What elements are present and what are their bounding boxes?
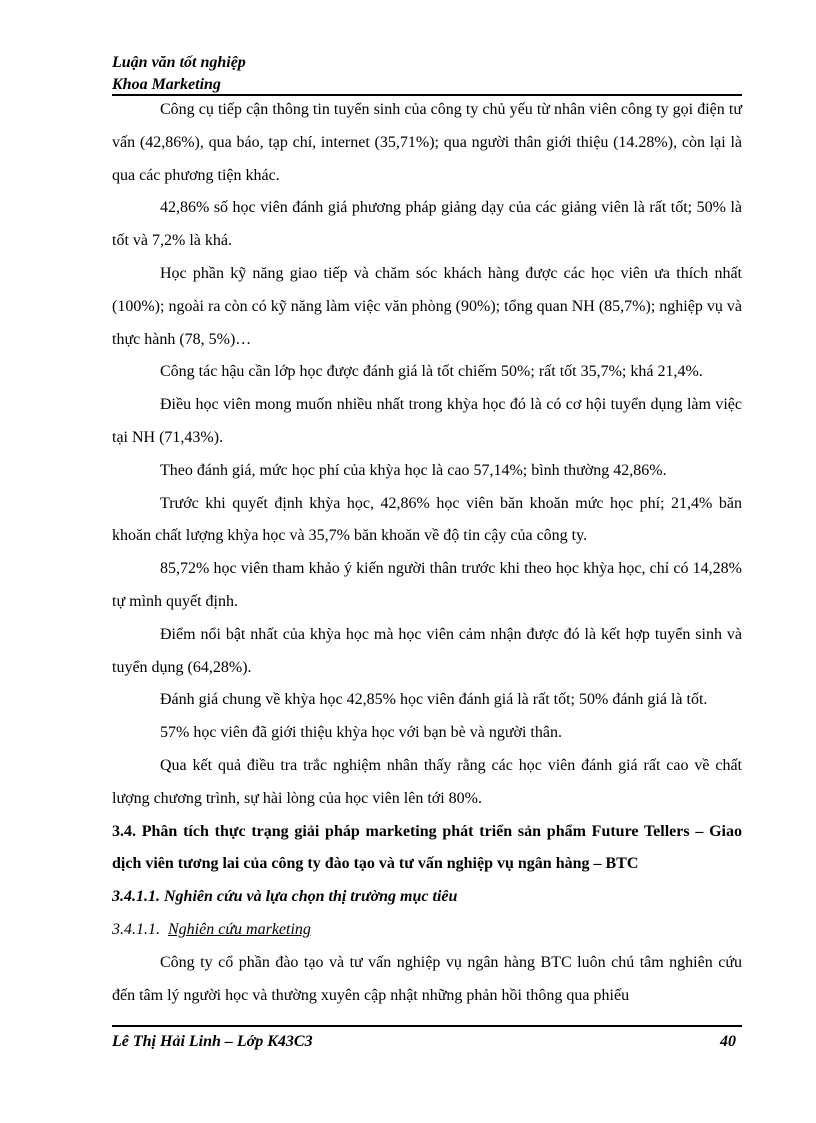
paragraph-company-research: Công ty cổ phần đào tạo và tư vấn nghiệp vụ ngân hàng BTC luôn chú tâm nghiên cứu đến tâm lý người học và thường xuyên cập nhật những phản hồi thông qua phiếu bbox=[112, 953, 742, 1004]
paragraph-logistics: Công tác hậu cần lớp học được đánh giá là tốt chiếm 50%; rất tốt 35,7%; khá 21,4%. bbox=[160, 363, 703, 381]
paragraph-tuition: Theo đánh giá, mức học phí của khỳa học là cao 57,14%; bình thường 42,86%. bbox=[160, 461, 667, 479]
subsubsection-heading bbox=[112, 914, 742, 947]
author-class-label: Lê Thị Hải Linh – Lớp K43C3 bbox=[112, 1033, 313, 1050]
footer-divider bbox=[112, 1025, 742, 1027]
paragraph-overall-rating: Đánh giá chung về khỳa học 42,85% học viên đánh giá là rất tốt; 50% đánh giá là tốt. bbox=[160, 691, 708, 709]
paragraph-concerns: Trước khi quyết định khỳa học, 42,86% học viên băn khoăn mức học phí; 21,4% băn khoăn chất lượng khỳa học và 35,7% băn khoăn về độ tin cậy của công ty. bbox=[112, 494, 742, 545]
subsubsection-title: Nghiên cứu marketing bbox=[168, 920, 311, 938]
faculty-label: Khoa Marketing bbox=[112, 76, 221, 93]
section-heading: 3.4. Phân tích thực trạng giải pháp marketing phát triển sản phẩm Future Tellers – Giao dịch viên tương lai của công ty đào tạo và tư vấn nghiệp vụ ngân hàng – BTC bbox=[112, 822, 742, 873]
paragraph-advice: 85,72% học viên tham khảo ý kiến người thân trước khi theo học khỳa học, chỉ có 14,28% tự mình quyết định. bbox=[112, 560, 742, 610]
paragraph-highlight: Điểm nổi bật nhất của khỳa học mà học viên cảm nhận được đó là kết hợp tuyển sinh và tuyển dụng (64,28%). bbox=[112, 625, 742, 676]
paragraph-survey-conclusion: Qua kết quả điều tra trắc nghiệm nhân thấy rằng các học viên đánh giá rất cao về chất lượng chương trình, sự hài lòng của học viên lên tới 80%. bbox=[112, 756, 742, 807]
subsubsection-number: 3.4.1.1. bbox=[112, 920, 160, 938]
subsection-heading: 3.4.1.1. Nghiên cứu và lựa chọn thị trường mục tiêu bbox=[112, 888, 458, 906]
paragraph-referrals: 57% học viên đã giới thiệu khỳa học với bạn bè và người thân. bbox=[160, 724, 562, 742]
page-header bbox=[112, 52, 742, 96]
paragraph-info-channels: Công cụ tiếp cận thông tin tuyển sinh của công ty chủ yếu từ nhân viên công ty gọi điện tư vấn (42,86%), qua báo, tạp chí, internet (35,71%); qua người thân giới thiệu (14.28%), còn lại là qua các phương tiện khác. bbox=[112, 101, 742, 184]
paragraph-expectations: Điều học viên mong muốn nhiều nhất trong khỳa học đó là có cơ hội tuyển dụng làm việc tại NH (71,43%). bbox=[112, 396, 742, 446]
thesis-label: Luận văn tốt nghiệp bbox=[112, 54, 246, 71]
page-footer bbox=[112, 1030, 742, 1054]
paragraph-teaching-method: 42,86% số học viên đánh giá phương pháp giảng dạy của các giảng viên là rất tốt; 50% là tốt và 7,2% là khá. bbox=[112, 199, 742, 250]
paragraph-favorite-modules: Học phần kỹ năng giao tiếp và chăm sóc khách hàng được các học viên ưa thích nhất (100%); ngoài ra còn có kỹ năng làm việc văn phòng (90%); tổng quan NH (85,7%); nghiệp vụ và thực hành (78, 5%)… bbox=[112, 264, 742, 348]
page-number: 40 bbox=[720, 1033, 736, 1050]
document-body bbox=[112, 94, 742, 1012]
